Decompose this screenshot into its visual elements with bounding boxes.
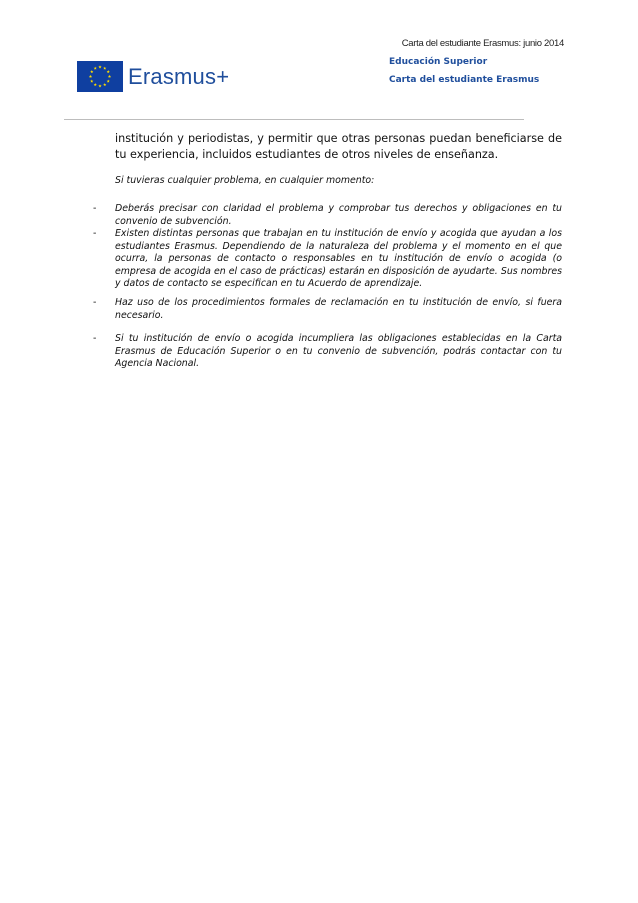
program-name: Educación Superior bbox=[389, 57, 488, 67]
erasmus-logo bbox=[77, 61, 229, 92]
lead-sentence: Si tuvieras cualquier problema, en cualquier momento: bbox=[115, 175, 375, 186]
list-bullet: - bbox=[93, 228, 97, 239]
charter-title: Carta del estudiante Erasmus bbox=[389, 75, 540, 85]
list-bullet: - bbox=[93, 333, 97, 344]
list-bullet: - bbox=[93, 297, 97, 308]
eu-flag-icon bbox=[77, 61, 123, 92]
list-item bbox=[93, 333, 562, 371]
list-item-text: Si tu institución de envío o acogida incumpliera las obligaciones establecidas en la Carta Erasmus de Educación Superior o en tu convenio de subvención, podrás contactar con tu Agencia Nacional. bbox=[115, 333, 562, 370]
list-item-text: Existen distintas personas que trabajan en tu institución de envío y acogida que ayudan a los estudiantes Erasmus. Dependiendo de la naturaleza del problema y el momento en el que ocurra, la personas de contacto o responsables en tu institución de envío o acogida (o empresa de acogida en el caso de prácticas) estarán en disposición de ayudarte. Sus nombres y datos de contacto se especifican en tu Acuerdo de aprendizaje. bbox=[115, 228, 562, 290]
document-meta: Carta del estudiante Erasmus: junio 2014 bbox=[401, 38, 564, 49]
intro-paragraph: institución y periodistas, y permitir que otras personas puedan beneficiarse de tu experiencia, incluidos estudiantes de otros niveles de enseñanza. bbox=[115, 132, 562, 161]
list-item-text: Deberás precisar con claridad el problema y comprobar tus derechos y obligaciones en tu convenio de subvención. bbox=[115, 203, 562, 227]
header-info bbox=[360, 38, 564, 85]
list-item-text: Haz uso de los procedimientos formales de reclamación en tu institución de envío, si fuera necesario. bbox=[115, 297, 562, 321]
list-item bbox=[93, 203, 562, 228]
list-item bbox=[93, 297, 562, 322]
brand-name: Erasmus+ bbox=[128, 63, 230, 89]
list-bullet: - bbox=[93, 203, 97, 214]
header-divider bbox=[64, 119, 524, 120]
list-item bbox=[93, 228, 562, 291]
